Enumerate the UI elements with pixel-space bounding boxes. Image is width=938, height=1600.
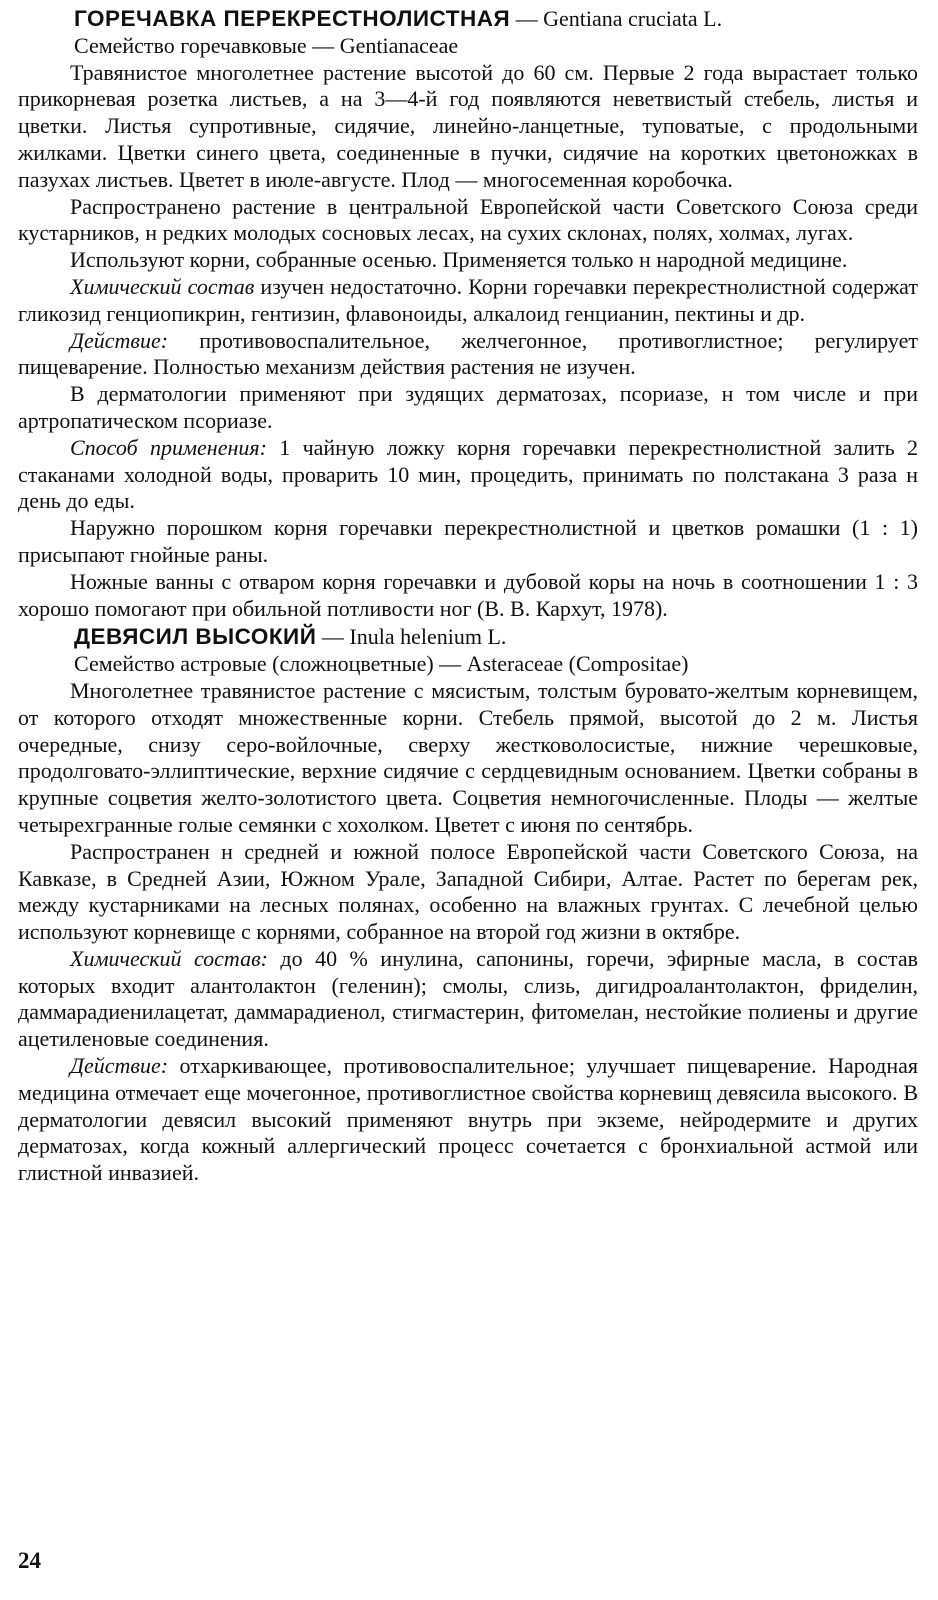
paragraph: Ножные ванны с отваром корня горечавки и дубовой коры на ночь в соотношении 1 : 3 хорошо помогают при обильной потливости ног (В. В. Кархут, 1978).: [18, 568, 918, 621]
page-body: [18, 6, 918, 1187]
paragraph-text: до 40 % инулина, сапонины, горечи, эфирные масла, в состав которых входит алантолактон (геленин); смолы, слизь, дигидроалантолактон, фриделин, даммарадиенилацетат, даммарадиенол, стигмастерин, фитомелан, нестойкие полиены и другие ацетиленовые соединения.: [18, 945, 918, 1052]
paragraph: Травянистое многолетнее растение высотой до 60 см. Первые 2 года вырастает только прикорневая розетка листьев, а на 3—4-й год появляются неветвистый стебель, листья и цветки. Листья супротивные, сидячие, линейно-ланцетные, туповатые, с продольными жилками. Цветки синего цвета, соединенные в пучки, сидячие на коротких цветоножках в пазухах листьев. Цветет в июле-августе. Плод — многосеменная коробочка.: [18, 59, 918, 192]
paragraph-text: 1 чайную ложку корня горечавки перекрестнолистной залить 2 стаканами холодной воды, проварить 10 мин, процедить, принимать по полстакана 3 раза н день до еды.: [18, 434, 918, 514]
paragraph: Наружно порошком корня горечавки перекрестнолистной и цветков ромашки (1 : 1) присыпают гнойные раны.: [18, 515, 918, 567]
family-line: Семейство горечавковые — Gentianaceae: [74, 32, 459, 58]
paragraph-text: противовоспалительное, желчегонное, противоглистное; регулирует пищеварение. Полностью механизм действия растения не изучен.: [18, 327, 918, 380]
paragraph: Распространено растение в центральной Европейской части Советского Союза среди кустарников, н редких молодых сосновых лесах, на сухих склонах, полях, холмах, лугах.: [18, 193, 918, 246]
paragraph-lead: Химический состав:: [70, 945, 268, 971]
paragraph-lead: Способ применения:: [70, 434, 267, 460]
paragraph: [18, 274, 918, 328]
paragraph-lead: Действие:: [70, 1053, 169, 1079]
paragraph: [18, 1053, 918, 1187]
page-number: 24: [18, 1548, 41, 1573]
paragraph: Многолетнее травянистое растение с мясистым, толстым буровато-желтым корневищем, от которого отходят множественные корни. Стебель прямой, высотой до 2 м. Листья очередные, снизу серо-войлочные, сверху жестковолосистые, нижние черешковые, продолговато-эллиптические, верхние сидячие с сердцевидным основанием. Цветки собраны в крупные соцветия желто-золотистого цвета. Соцветия немногочисленные. Плоды — желтые четырехгранные голые семянки с хохолком. Цветет с июня по сентябрь.: [18, 677, 918, 837]
entry-inula: [18, 624, 918, 1187]
paragraph: В дерматологии применяют при зудящих дерматозах, псориазе, н том числе и при артропатическом псориазе.: [18, 381, 918, 433]
paragraph-lead: Химический состав: [70, 273, 255, 299]
paragraph: [18, 946, 918, 1053]
paragraph-text: изучен недостаточно. Корни горечавки перекрестнолистной содержат гликозид генциопикрин, гентизин, флавоноиды, алкалоид генцианин, пектины и др.: [18, 273, 918, 326]
paragraph: Распространен н средней и южной полосе Европейской части Советского Союза, на Кавказе, в Средней Азии, Южном Урале, Западной Сибири, Алтае. Растет по берегам рек, между кустарниками на лесных полянах, особенно на влажных грунтах. С лечебной целью используют корневище с корнями, собранное на второй год жизни в октябре.: [18, 838, 918, 945]
entry-title: [74, 6, 918, 33]
entry-title-ru: ДЕВЯСИЛ ВЫСОКИЙ: [74, 624, 317, 650]
entry-title-ru: ГОРЕЧАВКА ПЕРЕКРЕСТНОЛИСТНАЯ: [74, 6, 511, 31]
paragraph-lead: Действие:: [70, 327, 169, 353]
paragraph: [18, 328, 918, 382]
entry-title-latin: — Inula helenium L.: [316, 624, 507, 650]
entry-title: [74, 624, 918, 651]
family-line: Семейство астровые (сложноцветные) — Asteraceae (Compositae): [74, 651, 689, 677]
entry-title-latin: — Gentiana cruciata L.: [510, 6, 723, 31]
paragraph-text: отхаркивающее, противовоспалительное; улучшает пищеварение. Народная медицина отмечает еще мочегонное, противоглистное свойства корневищ девясила высокого. В дерматологии девясил высокий применяют внутрь при экземе, нейродермите и других дерматозах, когда кожный аллергический процесс сочетается с бронхиальной астмой или глистной инвазией.: [18, 1053, 918, 1186]
entry-gentiana: [18, 6, 918, 622]
paragraph: [18, 435, 918, 515]
paragraph: Используют корни, собранные осенью. Применяется только н народной медицине.: [70, 247, 848, 273]
